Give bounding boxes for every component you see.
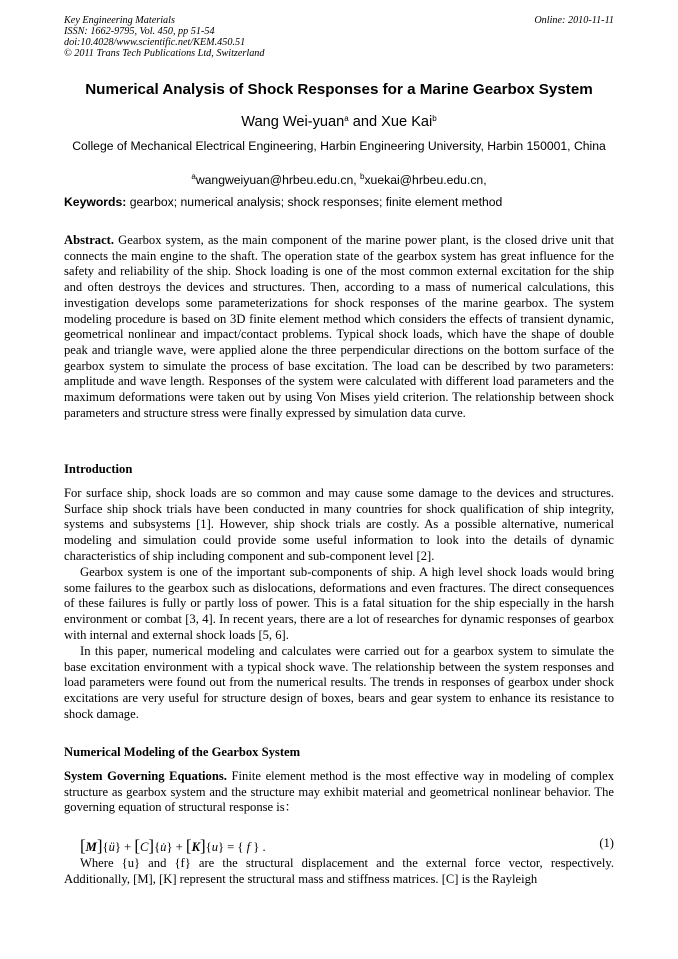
introduction-paragraph-3: In this paper, numerical modeling and calculates were carried out for a gearbox system to simulate the base excitation environment with a typical shock wave. The relationship between the system responses and load parameters were found out from the numerical results. The trends in responses of gearbox under shock excitations are very useful for structure design of boxes, bears and gear system to enhance its resistance to shock damage. xyxy=(64,644,614,721)
equation-1: [M]{ü} + [C]{u̇} + [K]{u} = { f } . xyxy=(80,836,266,855)
modeling-paragraph-1 xyxy=(64,769,614,816)
email-line xyxy=(0,159,678,187)
introduction-heading: Introduction xyxy=(64,462,133,476)
introduction-paragraph-2: Gearbox system is one of the important sub-components of ship. A high level shock loads would bring some failures to the gearbox such as dislocations, deformations and even fractures. The direct consequences of these failures is fully or partly loss of power. This is a fatal situation for the ship especially in the harsh environment or combat [3, 4]. In recent years, there are a lot of researches for dynamic responses of gearbox with internal and external shock loads [5, 6]. xyxy=(64,565,614,642)
author-1-sup: a xyxy=(344,114,349,123)
abstract-label: Abstract. xyxy=(64,233,115,247)
online-date: Online: 2010-11-11 xyxy=(534,15,614,26)
author-line xyxy=(0,114,678,130)
modeling-heading: Numerical Modeling of the Gearbox System xyxy=(64,745,301,759)
email-a-sup: a xyxy=(191,172,196,181)
journal-name: Key Engineering Materials xyxy=(64,15,175,26)
author-1: Wang Wei-yuan xyxy=(241,114,345,130)
abstract xyxy=(64,233,614,421)
email-a: wangweiyuan@hrbeu.edu.cn, xyxy=(195,173,360,187)
author-conj: and xyxy=(348,114,382,130)
doi-line: doi:10.4028/www.scientific.net/KEM.450.51 xyxy=(64,37,246,48)
issn-line: ISSN: 1662-9795, Vol. 450, pp 51-54 xyxy=(64,26,215,37)
copyright-line: © 2011 Trans Tech Publications Ltd, Switzerland xyxy=(64,48,265,59)
abstract-text: Gearbox system, as the main component of the marine power plant, is the closed drive unit that connects the main engine to the shaft. The operation state of the gearbox system has great influence for the safety and reliability of the ship. Shock loading is one of the most common external excitation for the ship and often destroys the devices and structures. Then, according to a mass of numerical calculations, this investigation develops some parameterizations for shock responses of the marine gearbox. The system modeling procedure is based on 3D finite element method which considers the effects of transient dynamic, geometrical nonlinear and impact/contact problems. Typical shock loads, which have the shape of double peak and triangle wave, were applied alone the three perpendicular directions on the bottom surface of the gearbox system to simulate the process of base excitation. The load can be described by two parameters: amplitude and wave length. Responses of the system were calculated with different load parameters and the maximum deformations were taken out by using Von Mises yield criterion. The relationship between shock parameters and structure stress were finally expressed by simulation data curve. xyxy=(64,233,614,420)
keywords-text: gearbox; numerical analysis; shock responses; finite element method xyxy=(126,195,503,209)
author-2-sup: b xyxy=(432,114,437,123)
affiliation: College of Mechanical Electrical Engineering, Harbin Engineering University, Harbin 150001, China xyxy=(72,139,606,153)
journal-header xyxy=(64,15,264,59)
governing-equations-label: System Governing Equations. xyxy=(64,769,227,783)
introduction-paragraph-1: For surface ship, shock loads are so common and may cause some damage to the devices and structures. Surface ship shock trials have been conducted in many countries for shock qualification of ship integrity, systems and subsystems [1]. However, ship shock trials are costly. As a possible alternative, numerical modeling and simulation could provide some useful information to look into the details of dynamic characteristics of ship including component and sub-component level [2]. xyxy=(64,486,614,563)
email-b-sup: b xyxy=(360,172,365,181)
equation-number: (1) xyxy=(599,836,614,850)
keywords xyxy=(64,195,502,209)
email-b: xuekai@hrbeu.edu.cn, xyxy=(364,173,487,187)
governing-equations-text: Finite element method is the most effective way in modeling of complex structure as gearbox system and the structure may exhibit material and geometrical nonlinear behavior. The governing equation of structural response is： xyxy=(64,769,614,815)
paper-title: Numerical Analysis of Shock Responses for a Marine Gearbox System xyxy=(85,81,593,98)
keywords-label: Keywords: xyxy=(64,195,127,209)
author-2: Xue Kai xyxy=(381,114,433,130)
modeling-paragraph-2: Where {u} and {f} are the structural displacement and the external force vector, respectively. Additionally, [M], [K] represent the structural mass and stiffness matrices. [C] is the Rayleigh xyxy=(64,856,614,886)
